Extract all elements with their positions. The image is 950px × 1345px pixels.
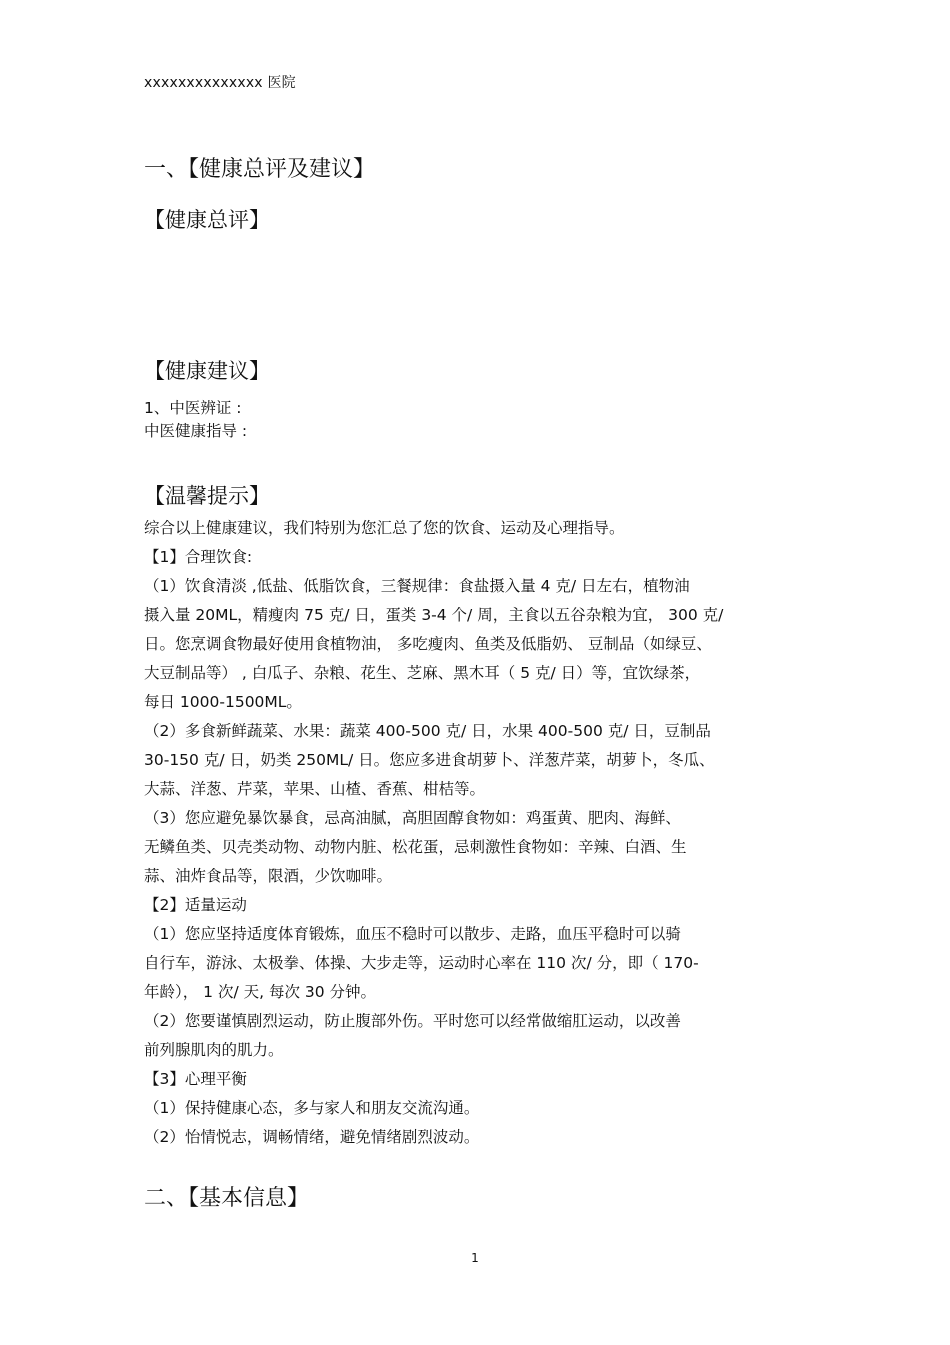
mental-line: （1）保持健康心态，多与家人和朋友交流沟通。	[144, 1099, 480, 1117]
exercise-line: （2）您要谨慎剧烈运动，防止腹部外伤。平时您可以经常做缩肛运动，以改善	[144, 1012, 681, 1030]
diet-line: 每日 1000-1500ML。	[144, 693, 302, 711]
diet-line: （2）多食新鲜蔬菜、水果：蔬菜 400-500 克/ 日，水果 400-500 克/ 日，豆制品	[144, 722, 711, 740]
diet-title: 【1】合理饮食:	[144, 548, 253, 566]
tips-intro: 综合以上健康建议，我们特别为您汇总了您的饮食、运动及心理指导。	[144, 519, 625, 537]
diet-line: 蒜、油炸食品等，限酒，少饮咖啡。	[144, 867, 393, 885]
health-advice-title: 【健康建议】	[144, 359, 270, 383]
tcm-guidance: 中医健康指导 :	[144, 422, 248, 440]
section1-title: 一、【健康总评及建议】	[144, 157, 376, 182]
overall-assessment-title: 【健康总评】	[144, 208, 270, 232]
exercise-line: （1）您应坚持适度体育锻炼，血压不稳时可以散步、走路，血压平稳时可以骑	[144, 925, 681, 943]
diet-line: （1）饮食清淡 ,低盐、低脂饮食，三餐规律：食盐摄入量 4 克/ 日左右，植物油	[144, 577, 690, 595]
exercise-line: 年龄）， 1 次/ 天, 每次 30 分钟。	[144, 983, 377, 1001]
page-number: 1	[471, 1251, 479, 1265]
exercise-title: 【2】适量运动	[144, 896, 247, 914]
diet-line: 大豆制品等） , 白瓜子、杂粮、花生、芝麻、黑木耳（ 5 克/ 日）等，宜饮绿茶，	[144, 664, 701, 682]
exercise-line: 自行车，游泳、太极拳、体操、大步走等，运动时心率在 110 次/ 分，即（ 170-	[144, 954, 699, 972]
diet-line: 摄入量 20ML，精瘦肉 75 克/ 日，蛋类 3-4 个/ 周，主食以五谷杂粮为宜， 300 克/	[144, 606, 724, 624]
hospital-name: xxxxxxxxxxxxxx 医院	[144, 75, 296, 91]
tips-title: 【温馨提示】	[144, 484, 270, 508]
exercise-line: 前列腺肌肉的肌力。	[144, 1041, 284, 1059]
mental-title: 【3】心理平衡	[144, 1070, 247, 1088]
diet-line: （3）您应避免暴饮暴食，忌高油腻，高胆固醇食物如：鸡蛋黄、肥肉、海鲜、	[144, 809, 681, 827]
tips-body	[144, 514, 809, 1152]
tcm-diagnosis: 1、中医辨证 :	[144, 399, 242, 417]
section2-title: 二、【基本信息】	[144, 1186, 310, 1211]
diet-line: 30-150 克/ 日，奶类 250ML/ 日。您应多进食胡萝卜、洋葱芹菜，胡萝卜，冬瓜、	[144, 751, 715, 769]
diet-line: 无鳞鱼类、贝壳类动物、动物内脏、松花蛋，忌刺激性食物如：辛辣、白酒、生	[144, 838, 687, 856]
diet-line: 大蒜、洋葱、芹菜，苹果、山楂、香蕉、柑桔等。	[144, 780, 486, 798]
diet-line: 日。您烹调食物最好使用食植物油， 多吃瘦肉、鱼类及低脂奶、 豆制品（如绿豆、	[144, 635, 712, 653]
mental-line: （2）怡情悦志，调畅情绪，避免情绪剧烈波动。	[144, 1128, 480, 1146]
